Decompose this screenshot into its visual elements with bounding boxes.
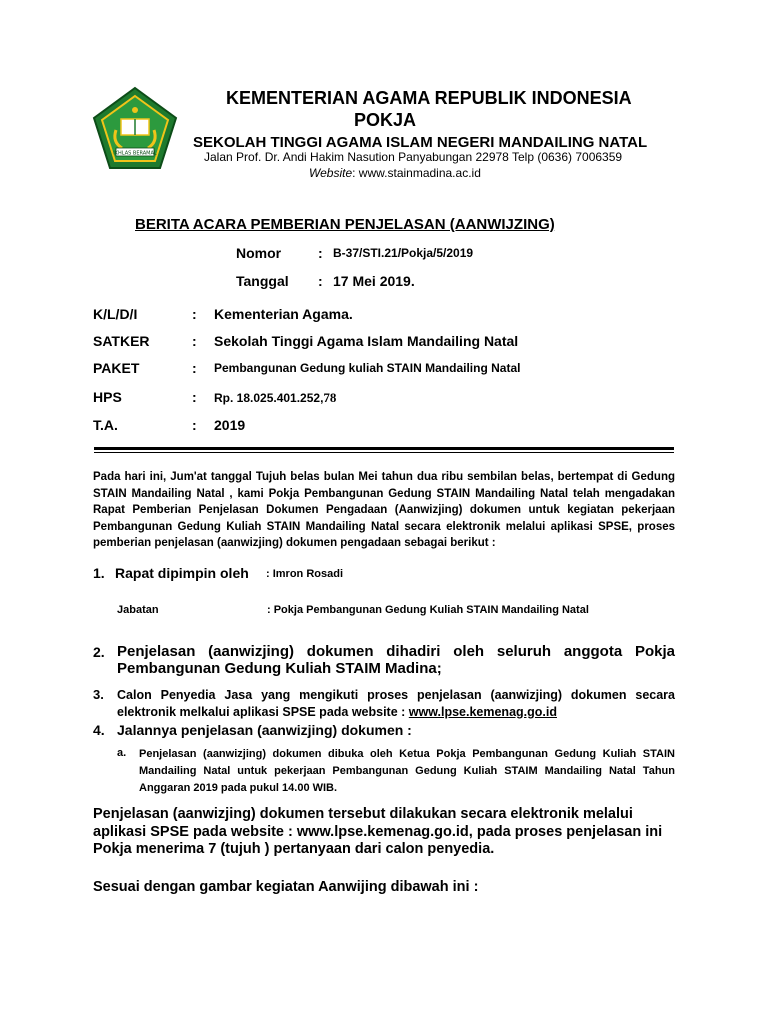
website-label: Website (309, 166, 353, 180)
unit-name: POKJA (354, 110, 417, 130)
item-4a-number: a. (117, 747, 127, 759)
ta-value: 2019 (214, 417, 246, 433)
intro-paragraph: Pada hari ini, Jum'at tanggal Tujuh belas bulan Mei tahun dua ribu sembilan belas, bertempat di Gedung STAIN Mandailing Natal , kami Pokja Pembangunan Gedung STAIN Mandailing Natal telah mengadakan Rapat Pemberian Penjelasan Dokumen Pengadaan (Aanwizjing) dokumen untuk kegiatan pekerjaan Pembangunan Gedung Kuliah STAIN Mandailing Natal secara elektronik melalui aplikasi SPSE, proses pemberian penjelasan (aanwizjing) dokumen pengadaan sebagai berikut : (93, 471, 675, 549)
logo-motto: IKHLAS BERAMAL (113, 150, 157, 157)
lpse-link[interactable]: www.lpse.kemenag.go.id (408, 704, 557, 719)
item-2-text: Penjelasan (aanwizjing) dokumen dihadiri oleh seluruh anggota Pokja Pembangunan Gedung Kuliah STAIM Madina; (117, 643, 675, 677)
institution-website (309, 166, 481, 180)
closing-line: Sesuai dengan gambar kegiatan Aanwijing dibawah ini : (93, 879, 479, 895)
ta-label: T.A. (93, 417, 118, 433)
ministry-name: KEMENTERIAN AGAMA REPUBLIK INDONESIA (226, 88, 632, 108)
hps-label: HPS (93, 389, 122, 405)
ministry-logo (92, 86, 178, 172)
jabatan-value: : Pokja Pembangunan Gedung Kuliah STAIN Mandailing Natal (267, 604, 589, 616)
item-4-text: Jalannya penjelasan (aanwizjing) dokumen : (117, 722, 412, 738)
tanggal-sep: : (318, 273, 323, 289)
item-1-number: 1. (93, 565, 105, 581)
hps-sep: : (192, 389, 197, 405)
hps-cents: 78 (323, 390, 337, 405)
tanggal-value: 17 Mei 2019. (333, 273, 415, 289)
item-1-text: Rapat dipimpin oleh (115, 565, 249, 581)
closing-paragraph: Penjelasan (aanwizjing) dokumen tersebut dilakukan secara elektronik melalui aplikasi SPSE pada website : www.lpse.kemenag.go.id, pada proses penjelasan ini Pokja menerima 7 (tujuh ) pertanyaan dari calon penyedia. (93, 806, 663, 857)
item-3-body: Calon Penyedia Jasa yang mengikuti proses penjelasan (aanwizjing) dokumen secara elektronik melkalui aplikasi SPSE pada website : (117, 688, 675, 719)
item-3-text (117, 687, 675, 720)
item-2-number: 2. (93, 644, 105, 660)
institution-address: Jalan Prof. Dr. Andi Hakim Nasution Panyabungan 22978 Telp (0636) 7006359 (204, 150, 623, 164)
ta-sep: : (192, 417, 197, 433)
item-3-number: 3. (93, 687, 104, 702)
paket-sep: : (192, 360, 197, 376)
kldi-value: Kementerian Agama. (214, 306, 353, 322)
website-value: : www.stainmadina.ac.id (352, 166, 481, 180)
item-4a-text: Penjelasan (aanwizjing) dokumen dibuka oleh Ketua Pokja Pembangunan Gedung Kuliah STAIN Mandailing Natal untuk pekerjaan Pembangunan Gedung Kuliah STAIM Mandailing Natal Tahun Anggaran 2019 pada pukul 14.00 WIB. (139, 748, 675, 794)
kldi-label: K/L/D/I (93, 306, 138, 322)
divider-thin (94, 452, 674, 453)
nomor-label: Nomor (236, 245, 282, 261)
nomor-sep: : (318, 245, 323, 261)
document-title: BERITA ACARA PEMBERIAN PENJELASAN (AANWIJZING) (135, 216, 555, 233)
paket-label: PAKET (93, 360, 140, 376)
kldi-sep: : (192, 306, 197, 322)
divider-thick (94, 447, 674, 450)
hps-amount: Rp. 18.025.401.252, (214, 391, 324, 405)
item-4-number: 4. (93, 722, 105, 738)
paket-value: Pembangunan Gedung kuliah STAIN Mandailing Natal (214, 361, 521, 375)
satker-label: SATKER (93, 333, 150, 349)
nomor-value: B-37/STI.21/Pokja/5/2019 (333, 246, 474, 260)
satker-value: Sekolah Tinggi Agama Islam Mandailing Natal (214, 333, 519, 349)
tanggal-label: Tanggal (236, 273, 289, 289)
item-1-value: : Imron Rosadi (266, 568, 344, 580)
institution-name: SEKOLAH TINGGI AGAMA ISLAM NEGERI MANDAILING NATAL (193, 134, 648, 151)
jabatan-label: Jabatan (117, 604, 159, 616)
satker-sep: : (192, 333, 197, 349)
hps-value (214, 390, 336, 406)
